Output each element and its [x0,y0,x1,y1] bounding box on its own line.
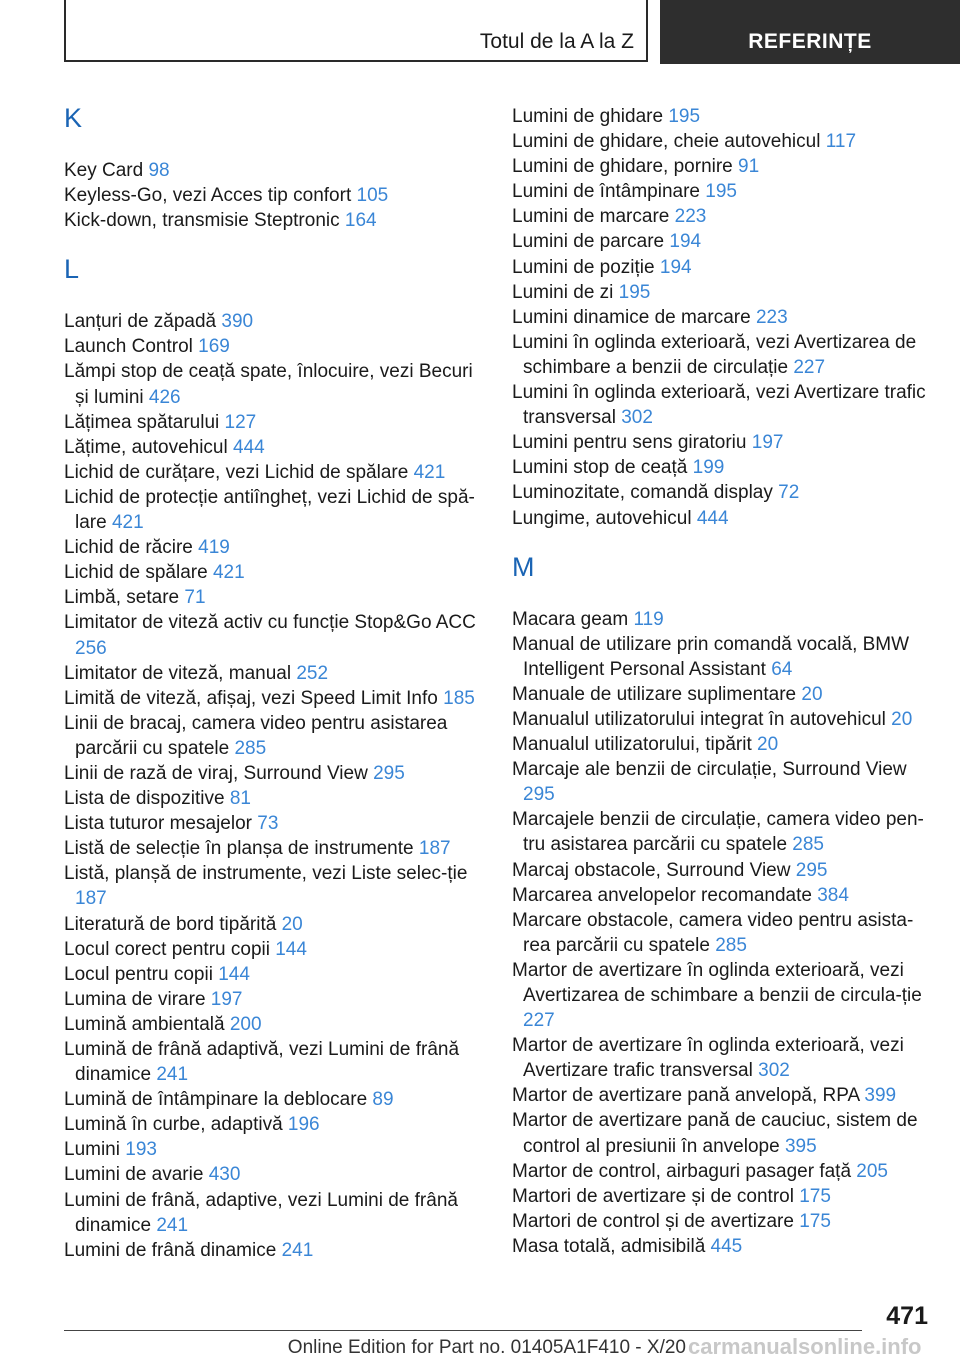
page-link[interactable]: 185 [443,687,475,709]
index-entry [512,757,932,807]
index-entry-text: Lichid de protecție antiîngheț, vezi Lichid de spă-lare [64,486,475,534]
index-entry [64,485,484,535]
index-entry-text: Lumini de ghidare, cheie autovehicul [512,131,826,153]
page-link[interactable]: 390 [221,311,254,333]
index-entry-text: Martor de avertizare în oglinda exterioară, vezi Avertizarea de schimbare a benzii de circula-ție [512,959,922,1006]
index-entry [64,686,484,711]
index-entry [64,711,484,761]
index-entry-text: Lumini în oglinda exterioară, vezi Avertizare trafic transversal [512,382,926,429]
page-header [0,0,960,66]
page-link[interactable]: 227 [793,356,826,378]
index-entry [512,129,932,154]
page-link[interactable]: 91 [738,156,760,178]
index-entry-text: Lumina de virare [64,988,211,1010]
page-link[interactable]: 164 [344,210,377,232]
index-entry [64,1087,484,1112]
index-entry-text: Lumini de marcare [512,206,675,228]
page-link[interactable]: 205 [856,1160,888,1182]
index-entry [512,707,932,732]
index-column-left [64,104,484,1263]
index-entry [64,1238,484,1263]
index-entry-text: Lumini în oglinda exterioară, vezi Avertizarea de schimbare a benzii de circulație [512,331,917,378]
index-entry-text: Lumini de zi [512,281,619,303]
index-entry-text: Lămpi stop de ceață spate, înlocuire, vezi Becuri și lumini [64,361,473,408]
index-entry-text: Lista tuturor mesajelor [64,813,258,835]
index-entry-text: Martori de control și de avertizare [512,1210,800,1232]
index-entry [64,560,484,585]
index-entry-text: Linii de rază de viraj, Surround View [64,762,374,784]
index-entry [512,430,932,455]
index-entry-text: Lumini de ghidare [512,106,669,127]
index-entry [64,334,484,359]
index-entry-text: Lumini de întâmpinare [512,181,706,203]
index-entry [64,610,484,660]
index-entry [512,330,932,380]
page-link[interactable]: 127 [224,411,257,433]
index-entry-text: Marcaje ale benzii de circulație, Surround View [512,759,907,781]
index-entry [512,908,932,958]
page-link[interactable]: 144 [218,963,250,985]
chapter-tab[interactable] [660,0,960,64]
page-link[interactable]: 302 [758,1060,790,1082]
index-entry [64,861,484,911]
index-entry [512,883,932,908]
page-link[interactable]: 193 [125,1139,157,1161]
page-link[interactable]: 252 [296,662,329,684]
index-entry-text: Martor de avertizare pană anvelopă, RPA [512,1085,865,1107]
index-entry-text: Lumini dinamice de marcare [512,306,756,328]
index-entry [512,204,932,229]
index-entry-text: Marcare obstacole, camera video pentru asista-rea parcării cu spatele [512,909,914,956]
index-entry-text: Lumini de frână, adaptive, vezi Lumini de frână dinamice [64,1189,458,1236]
index-entry-text: Martor de avertizare în oglinda exterioară, vezi Avertizare trafic transversal [512,1035,904,1082]
edition-note: Online Edition for Part no. 01405A1F410 - X/20 [287,1337,686,1358]
index-entry [64,535,484,560]
page-link[interactable]: 395 [784,1135,817,1157]
page-link[interactable]: 175 [799,1185,831,1207]
page-link[interactable]: 195 [668,106,701,127]
index-entry [64,435,484,460]
page-link[interactable]: 144 [275,938,307,960]
index-entry-text: Listă de selecție în planșa de instrumente [64,838,419,860]
index-entry-text: Lumină ambientală [64,1013,230,1035]
index-entry [64,912,484,937]
index-entry [512,104,932,129]
index-entry [64,786,484,811]
page-link[interactable]: 223 [755,306,788,328]
index-entry-text: Lumini [64,1139,126,1161]
index-entry-text: Lichid de răcire [64,537,199,559]
index-entry-text: Keyless-Go, vezi Acces tip confort [64,185,357,207]
page-link[interactable]: 285 [715,934,747,956]
index-letter-heading: L [64,254,80,285]
index-entry [512,1159,932,1184]
index-entry [512,1209,932,1234]
index-entry-text: Linii de bracaj, camera video pentru asistarea parcării cu spatele [64,712,448,759]
index-entry [512,455,932,480]
page-link[interactable]: 195 [618,281,651,303]
index-entry [64,661,484,686]
page-link[interactable]: 72 [778,482,800,504]
page-link[interactable]: 419 [198,537,230,559]
index-entry [64,962,484,987]
index-entry [512,1108,932,1158]
page-link[interactable]: 98 [148,160,170,181]
page-link[interactable]: 20 [801,683,823,705]
page-link[interactable]: 295 [523,784,555,806]
index-entry [64,1137,484,1162]
page-link[interactable]: 71 [184,587,206,609]
index-entry [512,255,932,280]
index-entry [64,1012,484,1037]
index-entry [64,309,484,334]
section-tab[interactable] [64,0,648,62]
page-link[interactable]: 302 [621,407,653,429]
index-entry-text: Masa totală, admisibilă [512,1235,711,1257]
index-entry-text: Manuale de utilizare suplimentare [512,683,802,705]
index-entry [512,380,932,430]
index-entry-text: Locul pentru copii [64,963,219,985]
index-entry-text: Manualul utilizatorului, tipărit [512,734,758,756]
index-letter-heading: M [512,551,535,582]
index-entry [512,480,932,505]
index-letter-heading: K [64,103,83,133]
index-entry-text: Marcajele benzii de circulație, camera video pen-tru asistarea parcării cu spatele [512,809,924,856]
page-link[interactable]: 430 [208,1164,241,1186]
index-entry [64,836,484,861]
page-link[interactable]: 426 [148,386,181,408]
page-link[interactable]: 199 [692,457,725,479]
index-entry [512,1234,932,1259]
index-entry-text: Luminozitate, comandă display [512,482,779,504]
page-number: 471 [886,1302,928,1330]
page-link[interactable]: 227 [523,1010,555,1032]
page-link[interactable]: 241 [156,1214,189,1236]
index-entry [64,1037,484,1087]
index-entry-text: Limitator de viteză activ cu funcție Stop&Go ACC [64,612,476,634]
page-link[interactable]: 444 [696,507,729,529]
page-link[interactable]: 194 [659,256,692,278]
index-entry-text: Lumini de ghidare, pornire [512,156,739,178]
index-entry-text: Macara geam [512,608,634,630]
index-entry [64,208,484,233]
chapter-tab-label: REFERINȚE [748,30,872,53]
index-entry [64,987,484,1012]
index-entry-text: Lichid de spălare [64,562,213,584]
index-entry [512,229,932,254]
index-entry [64,158,484,183]
page-link[interactable]: 295 [795,859,828,881]
index-entry-text: Lumini de frână dinamice [64,1239,282,1261]
page-link[interactable]: 384 [817,884,849,906]
page-link[interactable]: 81 [229,788,251,810]
page-link[interactable]: 421 [111,512,144,534]
index-entry-text: Lumini stop de ceață [512,457,693,479]
index-entry-text: Lumină de întâmpinare la deblocare [64,1089,373,1111]
index-entry-text: Lista de dispozitive [64,788,230,810]
page-link[interactable]: 89 [372,1089,394,1111]
page-link[interactable]: 187 [418,838,451,860]
index-entry [64,1112,484,1137]
section-tab-label: Totul de la A la Z [479,30,634,53]
index-entry-text: Lungime, autovehicul [512,507,697,529]
page-link[interactable]: 169 [198,336,230,358]
index-entry-text: Locul corect pentru copii [64,938,276,960]
index-entry-text: Lumină în curbe, adaptivă [64,1114,288,1136]
index-entry-text: Lumini de parcare [512,231,670,253]
index-entry-text: Martori de avertizare și de control [512,1185,800,1207]
index-entry-text: Listă, planșă de instrumente, vezi Liste selec-ție [64,863,468,885]
index-entry-text: Lățime, autovehicul [64,436,233,458]
index-entry [64,1162,484,1187]
page-link[interactable]: 20 [281,913,303,935]
page-link[interactable]: 256 [75,637,107,659]
index-entry [512,280,932,305]
index-entry-text: Manual de utilizare prin comandă vocală, BMW Intelligent Personal Assistant [512,633,910,680]
index-entry [512,632,932,682]
index-entry [64,183,484,208]
page-link[interactable]: 445 [710,1235,743,1257]
index-entry [512,858,932,883]
index-entry [64,1188,484,1238]
page-link[interactable]: 196 [287,1114,320,1136]
index-entry-text: Martor de avertizare pană de cauciuc, sistem de control al presiunii în anvelope [512,1110,918,1157]
page-link[interactable]: 197 [210,988,243,1010]
index-entry [512,1184,932,1209]
page-link[interactable]: 200 [229,1013,262,1035]
page-link[interactable]: 20 [757,734,779,756]
index-entry-text: Lumini de poziție [512,256,660,278]
index-entry-text: Lățimea spătarului [64,411,225,433]
index-entry-text: Lanțuri de zăpadă [64,311,222,333]
page-link[interactable]: 195 [705,181,737,203]
watermark: carmanualsonline.info [688,1334,922,1359]
index-entry [512,607,932,632]
page-link[interactable]: 194 [669,231,702,253]
page-link[interactable]: 64 [771,658,793,680]
page-link[interactable]: 285 [234,737,267,759]
index-entry [64,585,484,610]
index-entry-text: Limbă, setare [64,587,185,609]
page-link[interactable]: 421 [413,461,446,483]
index-entry-text: Lichid de curățare, vezi Lichid de spălare [64,461,414,483]
index-entry [512,958,932,1033]
page-link[interactable]: 223 [674,206,707,228]
index-entry-text: Martor de control, airbaguri pasager față [512,1160,857,1182]
page-link[interactable]: 197 [751,432,784,454]
index-entry-text: Lumină de frână adaptivă, vezi Lumini de frână dinamice [64,1039,460,1086]
index-entry [64,761,484,786]
index-entry [512,506,932,531]
footer-divider [64,1330,862,1331]
index-entry-text: Lumini de avarie [64,1164,209,1186]
page-link[interactable]: 105 [356,185,389,207]
index-entry-text: Key Card [64,160,149,181]
page-link[interactable]: 175 [799,1210,831,1232]
index-entry [64,359,484,409]
index-entry [512,154,932,179]
index-entry [512,305,932,330]
page-link[interactable]: 444 [233,436,265,458]
index-entry-text: Kick-down, transmisie Steptronic [64,210,345,232]
index-entry-text: Literatură de bord tipărită [64,913,282,935]
index-entry [512,732,932,757]
index-entry [64,811,484,836]
index-entry [512,807,932,857]
page-link[interactable]: 399 [864,1085,897,1107]
page-link[interactable]: 295 [373,762,405,784]
index-entry [64,460,484,485]
index-entry [64,410,484,435]
index-entry [512,1033,932,1083]
index-entry [64,937,484,962]
index-entry-text: Marcarea anvelopelor recomandate [512,884,818,906]
index-entry-text: Launch Control [64,336,199,358]
index-entry-text: Lumini pentru sens giratoriu [512,432,752,454]
index-entry-text: Marcaj obstacole, Surround View [512,859,796,881]
page-link[interactable]: 20 [891,708,913,730]
page-link[interactable]: 421 [212,562,245,584]
index-entry [512,682,932,707]
index-entry-text: Limită de viteză, afișaj, vezi Speed Limit Info [64,687,444,709]
page-link[interactable]: 73 [257,813,279,835]
page-link[interactable]: 119 [633,608,664,630]
index-entry [512,1083,932,1108]
index-column-right [512,104,932,1259]
index-entry-text: Manualul utilizatorului integrat în autovehicul [512,708,892,730]
index-entry [512,179,932,204]
index-entry-text: Limitator de viteză, manual [64,662,297,684]
page-link[interactable]: 117 [825,131,857,153]
page-link[interactable]: 241 [281,1239,314,1261]
page-link[interactable]: 285 [792,834,824,856]
page-link[interactable]: 241 [156,1064,189,1086]
page-link[interactable]: 187 [75,888,107,910]
